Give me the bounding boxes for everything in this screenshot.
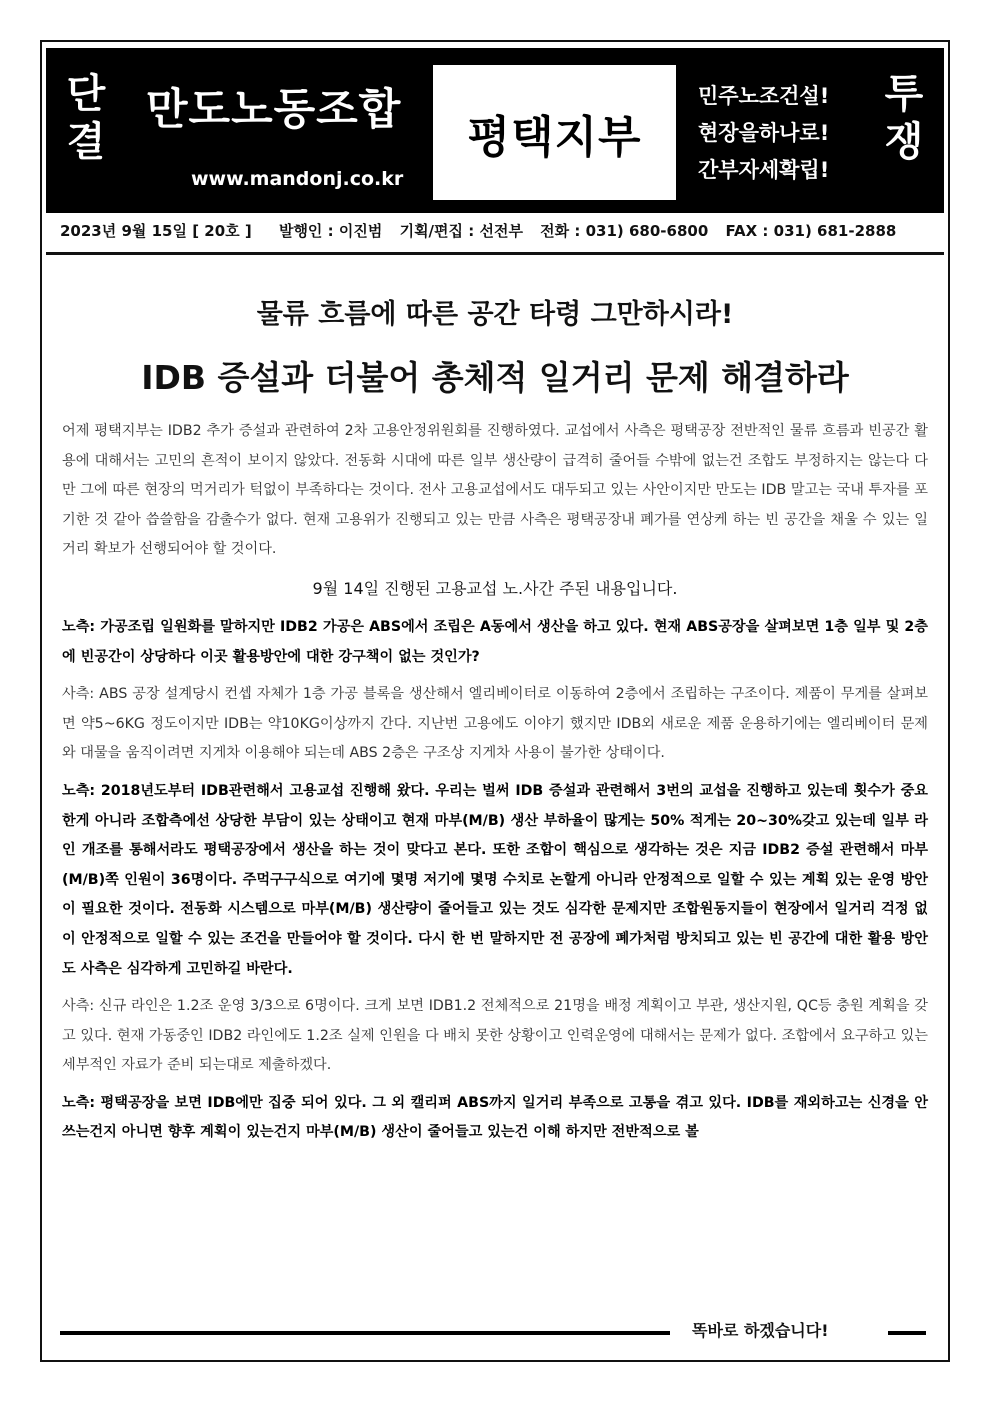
fax-number: FAX : 031) 681-2888	[725, 222, 897, 240]
union-statement: 노측: 평택공장을 보면 IDB에만 집중 되어 있다. 그 외 캘리퍼 ABS까지 일거리 부족으로 고통을 겪고 있다. IDB를 재외하고는 신경을 안 쓰는건지 아니면 향후 계획이 있는건지 마부(M/B) 생산이 줄어들고 있는건 이해 하지만 전반적으로 볼	[62, 1094, 928, 1141]
section-title: 9월 14일 진행된 고용교섭 노.사간 주된 내용입니다.	[312, 578, 678, 598]
headline-primary: 물류 흐름에 따른 공간 타령 그만하시라!	[256, 299, 734, 330]
union-statement: 노측: 2018년도부터 IDB관련해서 고용교섭 진행해 왔다. 우리는 벌써 IDB 증설과 관련해서 3번의 교섭을 진행하고 있는데 횟수가 중요한게 아니라 조합측에선 상당한 부담이 있는 상태이고 현재 마부(M/B) 생산 부하율이 많게는 50% 적게는 20~30%갖고 있는데 일부 라인 개조를 통해서라도 평택공장에서 생산을 하는 것이 맞다고 본다. 또한 조합이 핵심으로 생각하는 것은 지금 IDB2 증설 관련해서 마부(M/B)쪽 인원이 36명이다. 주먹구구식으로 여기에 몇명 저기에 몇명 수치로 논할게 아니라 안정적으로 일할 수 있는 계획 있는 운영 방안이 필요한 것이다. 전동화 시스템으로 마부(M/B) 생산량이 줄어들고 있는 것도 심각한 문제지만 조합원동지들이 현장에서 일거리 걱정 없이 안정적으로 일할 수 있는 조건을 만들어야 할 것이다. 다시 한 번 말하지만 전 공장에 폐가처럼 방치되고 있는 빈 공간에 대한 활용 방안도 사측은 심각하게 고민하길 바란다.	[62, 782, 928, 977]
masthead-banner	[46, 48, 944, 213]
union-name: 만도노동조합	[146, 85, 402, 135]
slogan-item: 현장을하나로!	[698, 121, 830, 145]
side-slogan-left: 단 결	[66, 71, 106, 165]
article-body	[62, 417, 928, 1148]
side-slogan-right: 투 쟁	[884, 71, 924, 165]
branch-title-box	[433, 65, 676, 200]
footer-motto: 똑바로 하겠습니다!	[692, 1321, 829, 1340]
footer-rule-right	[888, 1331, 926, 1335]
issue-date-number: 2023년 9월 15일 [ 20호 ]	[60, 222, 252, 240]
company-statement: 사측: ABS 공장 설계당시 컨셉 자체가 1층 가공 블록을 생산해서 엘리베이터로 이동하여 2층에서 조립하는 구조이다. 제품이 무게를 살펴보면 약5~6KG 정도이지만 IDB는 약10KG이상까지 간다. 지난번 고용에도 이야기 했지만 IDB외 새로운 제품 운용하기에는 엘리베이터 문제와 대물을 움직이려면 지게차 이용해야 되는데 ABS 2층은 구조상 지게차 사용이 불가한 상태이다.	[62, 686, 928, 762]
slogan-item: 간부자세확립!	[698, 158, 830, 182]
headline-secondary: IDB 증설과 더불어 총체적 일거리 문제 해결하라	[141, 358, 849, 397]
slogan-item: 민주노조건설!	[698, 84, 830, 108]
phone-number: 전화 : 031) 680-6800	[540, 222, 709, 240]
newsletter-frame	[40, 40, 950, 1362]
union-statement: 노측: 가공조립 일원화를 말하지만 IDB2 가공은 ABS에서 조립은 A동에서 생산을 하고 있다. 현재 ABS공장을 살펴보면 1층 일부 및 2층에 빈공간이 상당하다 이곳 활용방안에 대한 강구책이 없는 것인가?	[62, 618, 928, 665]
issue-info-line	[60, 220, 896, 241]
editor: 기획/편집 : 선전부	[399, 222, 523, 240]
union-website[interactable]: www.mandonj.co.kr	[191, 168, 404, 190]
header-divider	[46, 252, 944, 255]
company-statement: 사측: 신규 라인은 1.2조 운영 3/3으로 6명이다. 크게 보면 IDB1.2 전체적으로 21명을 배정 계획이고 부관, 생산지원, QC등 충원 계획을 갖고 있다. 현재 가동중인 IDB2 라인에도 1.2조 실제 인원을 다 배치 못한 상황이고 인력운영에 대해서는 문제가 없다. 조합에서 요구하고 있는 세부적인 자료가 준비 되는대로 제출하겠다.	[62, 998, 928, 1074]
publisher: 발행인 : 이진범	[278, 222, 383, 240]
intro-paragraph: 어제 평택지부는 IDB2 추가 증설과 관련하여 2차 고용안정위원회를 진행하였다. 교섭에서 사측은 평택공장 전반적인 물류 흐름과 빈공간 활용에 대해서는 고민의 흔적이 보이지 않았다. 전동화 시대에 따른 일부 생산량이 급격히 줄어들 수밖에 없는건 조합도 부정하지는 않는다 다만 그에 따른 현장의 먹거리가 턱없이 부족하다는 것이다. 전사 고용교섭에서도 대두되고 있는 사안이지만 만도는 IDB 말고는 국내 투자를 포기한 것 같아 씁쓸함을 감출수가 없다. 현재 고용위가 진행되고 있는 만큼 사측은 평택공장내 폐가를 연상케 하는 빈 공간을 채울 수 있는 일거리 확보가 선행되어야 할 것이다.	[62, 423, 928, 558]
slogan-list	[698, 78, 829, 189]
footer-rule-left	[60, 1331, 670, 1335]
branch-title: 평택지부	[467, 111, 642, 163]
